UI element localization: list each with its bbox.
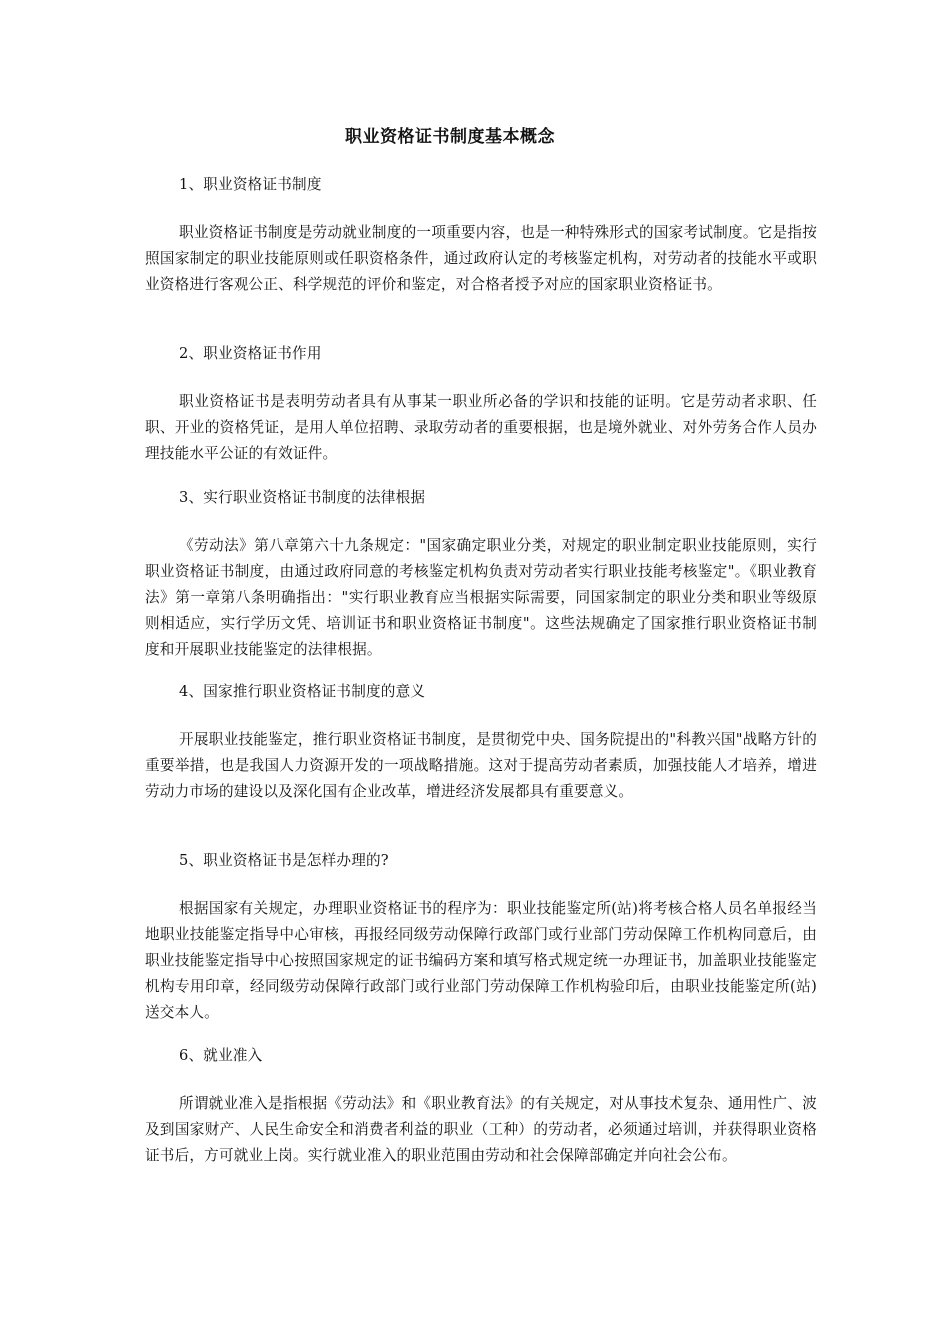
- section-1-body: 职业资格证书制度是劳动就业制度的一项重要内容，也是一种特殊形式的国家考试制度。它是指按照国家制定的职业技能原则或任职资格条件，通过政府认定的考核鉴定机构，对劳动者的技能水平或职业资格进行客观公正、科学规范的评价和鉴定，对合格者授予对应的国家职业资格证书。: [145, 224, 817, 293]
- section-3-body: 《劳动法》第八章第六十九条规定："国家确定职业分类，对规定的职业制定职业技能原则，实行职业资格证书制度，由通过政府同意的考核鉴定机构负责对劳动者实行职业技能考核鉴定"。《职业教育法》第一章第八条明确指出："实行职业教育应当根据实际需要，同国家制定的职业分类和职业等级原则相适应，实行学历文凭、培训证书和职业资格证书制度"。这些法规确定了国家推行职业资格证书制度和开展职业技能鉴定的法律根据。: [145, 537, 817, 658]
- section-2-heading: 2、职业资格证书作用: [179, 345, 322, 362]
- section-1-heading: 1、职业资格证书制度: [179, 176, 322, 193]
- section-6-body: 所谓就业准入是指根据《劳动法》和《职业教育法》的有关规定，对从事技术复杂、通用性广、波及到国家财产、人民生命安全和消费者利益的职业（工种）的劳动者，必须通过培训，并获得职业资格证书后，方可就业上岗。实行就业准入的职业范围由劳动和社会保障部确定并向社会公布。: [145, 1095, 817, 1164]
- section-4-body: 开展职业技能鉴定，推行职业资格证书制度，是贯彻党中央、国务院提出的"科教兴国"战略方针的重要举措，也是我国人力资源开发的一项战略措施。这对于提高劳动者素质，加强技能人才培养，增进劳动力市场的建设以及深化国有企业改革，增进经济发展都具有重要意义。: [145, 731, 817, 800]
- section-5-body: 根据国家有关规定，办理职业资格证书的程序为：职业技能鉴定所(站)将考核合格人员名单报经当地职业技能鉴定指导中心审核，再报经同级劳动保障行政部门或行业部门劳动保障工作机构同意后，由职业技能鉴定指导中心按照国家规定的证书编码方案和填写格式规定统一办理证书，加盖职业技能鉴定机构专用印章，经同级劳动保障行政部门或行业部门劳动保障工作机构验印后，由职业技能鉴定所(站)送交本人。: [145, 900, 817, 1021]
- section-6-heading: 6、就业准入: [179, 1047, 263, 1064]
- section-3-heading: 3、实行职业资格证书制度的法律根据: [179, 489, 426, 506]
- page-title: 职业资格证书制度基本概念: [345, 127, 555, 147]
- section-2-body: 职业资格证书是表明劳动者具有从事某一职业所必备的学识和技能的证明。它是劳动者求职、任职、开业的资格凭证，是用人单位招聘、录取劳动者的重要根据，也是境外就业、对外劳务合作人员办理技能水平公证的有效证件。: [145, 393, 817, 462]
- section-4-heading: 4、国家推行职业资格证书制度的意义: [179, 683, 426, 700]
- section-5-heading: 5、职业资格证书是怎样办理的?: [179, 852, 389, 869]
